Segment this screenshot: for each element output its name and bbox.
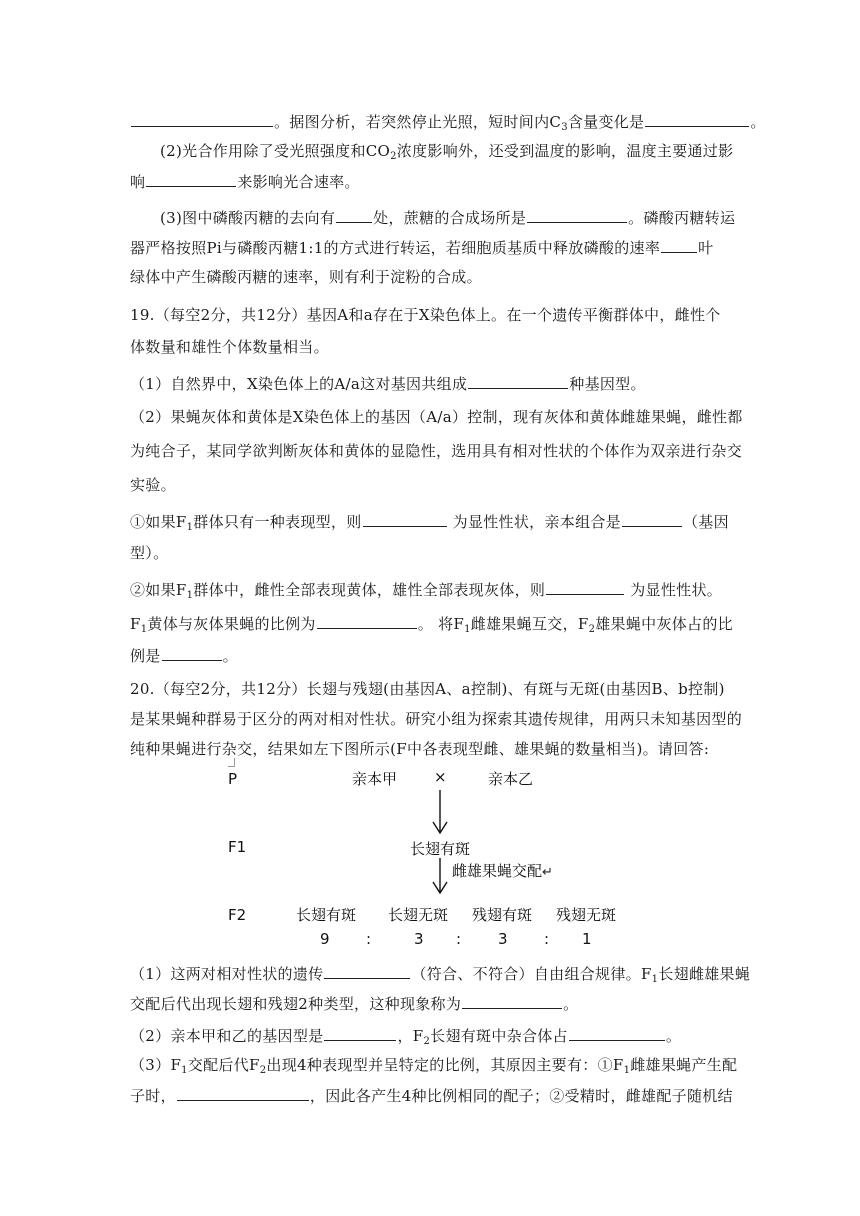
answer-blank <box>527 206 627 223</box>
q20-part-2 <box>130 1024 740 1047</box>
q20-text: 。 <box>563 995 579 1013</box>
answer-blank <box>569 1024 665 1041</box>
q19-text: 雌雄果蝇互交，F <box>470 615 589 633</box>
q20-text: 雌雄果蝇产生配 <box>630 1056 738 1074</box>
q20-text: 交配后代出现长翅和残翅2种类型，这种现象称为 <box>130 995 462 1013</box>
q20-text: （1）这两对相对性状的遗传 <box>130 965 324 983</box>
q20-text: 长翅有斑中杂合体占 <box>430 1027 568 1045</box>
mating-text: 雌雄果蝇交配 <box>452 862 543 880</box>
q18-text: 处，蔗糖的合成场所是 <box>373 209 527 227</box>
q19-text: ①如果F <box>130 513 187 531</box>
q18-part-2-cont <box>130 170 740 193</box>
q19-heading-cont: 体数量和雄性个体数量相当。 <box>130 338 329 356</box>
q19-text: 群体中，雌性全部表现黄体，雄性全部表现灰体，则 <box>193 581 546 599</box>
parent-a: 亲本甲 <box>352 770 398 788</box>
q20-text: （符合、不符合）自由组合规律。F <box>411 965 652 983</box>
q19-part-2-l1: （2）果蝇灰体和黄体是X染色体上的基因（A/a）控制，现有灰体和黄体雌雄果蝇，雌性都 <box>130 408 743 426</box>
answer-blank <box>546 578 624 595</box>
f2-phenotype: 残翅有斑 <box>472 906 533 924</box>
cross-diagram <box>220 758 640 958</box>
q20-part-3-cont <box>130 1084 740 1107</box>
q19-text: F <box>130 615 141 633</box>
q18-line-1 <box>130 110 766 133</box>
ratio-value: 3 <box>414 930 424 948</box>
down-arrow-icon <box>430 788 450 836</box>
q19-text: ②如果F <box>130 581 187 599</box>
q18-text: 浓度影响外，还受到温度的影响，温度主要通过影 <box>396 142 734 160</box>
answer-blank <box>317 612 417 629</box>
q18-text: 。 <box>750 113 766 131</box>
q19-text: 种基因型。 <box>569 375 646 393</box>
answer-blank <box>177 1084 309 1101</box>
q18-text: (2)光合作用除了受光照强度和CO <box>160 142 391 160</box>
answer-blank <box>462 992 562 1009</box>
q19-text: （基因 <box>682 513 729 531</box>
answer-blank <box>146 170 236 187</box>
q19-case-3-cont <box>130 644 740 667</box>
q18-part-3 <box>160 206 770 229</box>
subscript: 1 <box>186 590 194 601</box>
q20-part-1 <box>130 962 751 985</box>
q19-text: 雄果蝇中灰体占的比 <box>595 615 733 633</box>
down-arrow-icon <box>430 856 450 896</box>
q18-text: 叶 <box>698 239 714 257</box>
q20-text: 交配后代F <box>187 1056 260 1074</box>
q18-part-3-end <box>130 266 740 288</box>
q19-text: 。 <box>222 647 238 665</box>
mating-label <box>452 860 553 881</box>
q20-heading-l3: 纯种果蝇进行杂交，结果如左下图所示(F中各表现型雌、雄果蝇的数量相当)。请回答: <box>130 740 710 758</box>
ratio-separator: : <box>456 930 462 948</box>
f1-phenotype: 长翅有斑 <box>410 840 471 858</box>
generation-p-label: P <box>228 770 238 788</box>
corner-mark <box>228 758 235 767</box>
q18-text: 响 <box>130 173 146 191</box>
q20-text: 长翅雌雄果蝇 <box>658 965 751 983</box>
subscript: 1 <box>651 974 659 985</box>
q20-text: 出现4种表现型并呈特定的比例，其原因主要有：①F <box>266 1056 624 1074</box>
q18-part-3-cont <box>130 236 740 259</box>
q18-text: 。磷酸丙糖转运 <box>628 209 736 227</box>
return-mark: ↵ <box>542 865 553 880</box>
q19-case-2 <box>130 578 740 601</box>
q20-text: （2）亲本甲和乙的基因型是 <box>130 1027 324 1045</box>
q20-part-1-cont <box>130 992 740 1015</box>
q20-text: ，F <box>397 1027 424 1045</box>
cross-symbol: × <box>434 768 447 786</box>
generation-f1-label: F1 <box>228 838 247 856</box>
q20-text: ，因此各产生4种比例相同的配子；②受精时，雌雄配子随机结 <box>309 1087 733 1105</box>
subscript: 2 <box>423 1036 431 1047</box>
q19-text: 黄体与灰体果蝇的比例为 <box>147 615 316 633</box>
answer-blank <box>131 110 273 127</box>
q18-text: 含量变化是 <box>567 113 645 131</box>
subscript: 2 <box>259 1065 267 1076</box>
q19-text: 为显性性状。 <box>625 581 723 599</box>
f2-phenotype: 长翅无斑 <box>388 906 449 924</box>
q20-text: 。 <box>665 1027 682 1045</box>
subscript: 1 <box>181 1065 188 1076</box>
ratio-value: 9 <box>320 930 330 948</box>
f2-phenotype: 残翅无斑 <box>556 906 617 924</box>
q19-part-2-l2: 为纯合子，某同学欲判断灰体和黄体的显隐性，选用具有相对性状的个体作为双亲进行杂交 <box>130 442 743 460</box>
subscript: 1 <box>623 1065 631 1076</box>
q19-part-1 <box>130 372 740 395</box>
answer-blank <box>336 206 372 223</box>
q19-part-2-l3: 实验。 <box>130 476 176 494</box>
q18-text: 器严格按照Pi与磷酸丙糖1:1的方式进行转运，若细胞质基质中释放磷酸的速率 <box>130 239 661 257</box>
q18-text: 来影响光合速率。 <box>237 173 360 191</box>
q19-text: 群体只有一种表现型，则 <box>193 513 362 531</box>
answer-blank <box>324 962 410 979</box>
q19-case-1 <box>130 510 740 533</box>
subscript: 1 <box>140 624 148 635</box>
answer-blank <box>645 110 749 127</box>
answer-blank <box>363 510 447 527</box>
q19-case-3 <box>130 612 740 635</box>
answer-blank <box>661 236 697 253</box>
q19-text: 为显性性状，亲本组合是 <box>447 513 621 531</box>
q19-text: 例是 <box>130 647 161 665</box>
f2-phenotype: 长翅有斑 <box>296 906 357 924</box>
q19-heading: 19.（每空2分，共12分）基因A和a存在于X染色体上。在一个遗传平衡群体中，雌性个 <box>130 306 721 324</box>
q19-case-1-cont: 型）。 <box>130 544 169 562</box>
subscript: 2 <box>390 151 397 162</box>
answer-blank <box>162 644 222 661</box>
ratio-separator: : <box>366 930 372 948</box>
ratio-separator: : <box>544 930 550 948</box>
q20-part-3 <box>130 1054 740 1076</box>
subscript: 1 <box>464 624 471 635</box>
answer-blank <box>324 1024 396 1041</box>
q20-heading: 20.（每空2分，共12分）长翅与残翅(由基因A、a控制)、有斑与无斑(由基因B、b控制) <box>130 680 725 698</box>
parent-b: 亲本乙 <box>488 770 534 788</box>
ratio-value: 3 <box>498 930 508 948</box>
generation-f2-label: F2 <box>228 906 247 924</box>
q20-text: 子时， <box>130 1087 176 1105</box>
ratio-value: 1 <box>582 930 592 948</box>
subscript: 1 <box>186 522 194 533</box>
q19-text: 。 将F <box>417 615 465 633</box>
q20-text: （3）F <box>130 1056 182 1074</box>
q20-heading-l2: 是某果蝇种群易于区分的两对相对性状。研究小组为探索其遗传规律，用两只未知基因型的 <box>130 710 743 728</box>
q18-text: (3)图中磷酸丙糖的去向有 <box>160 209 336 227</box>
q18-text: 绿体中产生磷酸丙糖的速率，则有利于淀粉的合成。 <box>130 268 482 286</box>
subscript: 3 <box>561 122 568 133</box>
q18-part-2 <box>160 140 770 162</box>
answer-blank <box>622 510 682 527</box>
answer-blank <box>468 372 568 389</box>
q19-text: （1）自然界中，X染色体上的A/a这对基因共组成 <box>130 375 468 393</box>
subscript: 2 <box>588 624 596 635</box>
q18-text: 。据图分析，若突然停止光照，短时间内C <box>274 113 562 131</box>
